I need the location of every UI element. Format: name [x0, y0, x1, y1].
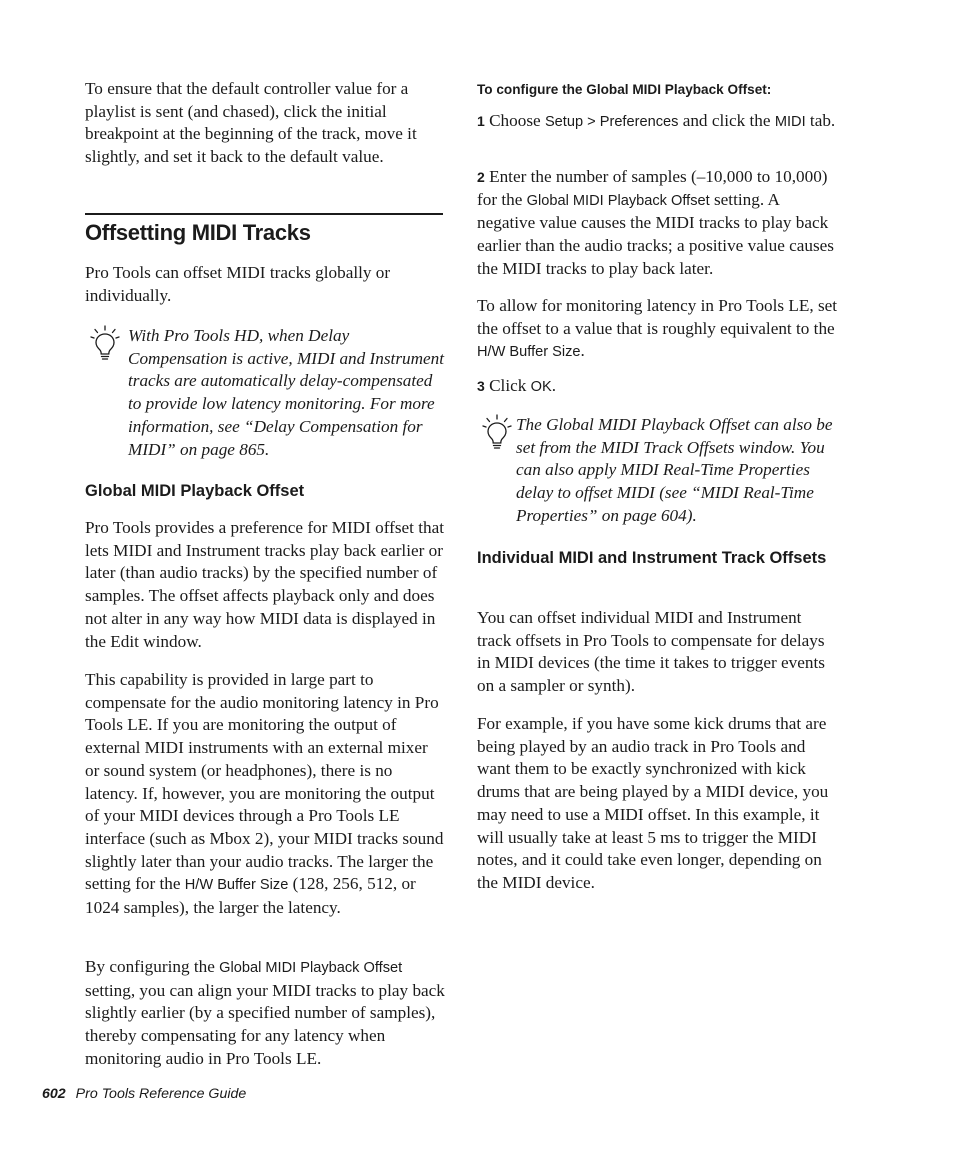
page-footer	[42, 1086, 246, 1102]
step-number: 2	[477, 169, 485, 185]
section-title: Offsetting MIDI Tracks	[85, 220, 311, 245]
lightbulb-icon	[90, 325, 120, 361]
procedure-heading: To configure the Global MIDI Playback Offset:	[477, 82, 772, 97]
ui-term: MIDI	[774, 114, 806, 130]
step-2: 2 Enter the number of samples (–10,000 to 10,000) for the Global MIDI Playback Offset setting. A negative value causes the MIDI tracks to play back earlier than the audio tracks; a positive value causes the MIDI tracks to play back later.	[477, 167, 834, 278]
step-number: 3	[477, 378, 485, 394]
tip-text: The Global MIDI Playback Offset can also be set from the MIDI Track Offsets window. You can also apply MIDI Real-Time Properties delay to offset MIDI (see “MIDI Real-Time Properties” on page 604).	[516, 415, 833, 525]
guide-title: Pro Tools Reference Guide	[75, 1086, 247, 1102]
step-3: 3 Click OK.	[477, 376, 557, 395]
ui-term: Global MIDI Playback Offset	[219, 960, 403, 976]
ui-term: H/W Buffer Size	[184, 877, 289, 894]
example-paragraph: For example, if you have some kick drums that are being played by an audio track in Pro Tools and want them to be exactly synchronized with kick drums that are being played by a MIDI device, you may need to use a MIDI offset. In this example, it will usually take at least 5 ms to trigger the MIDI notes, and it could take even longer, depending on the MIDI device.	[477, 714, 829, 892]
step-number: 1	[477, 113, 485, 129]
subhead-global-offset: Global MIDI Playback Offset	[85, 482, 305, 500]
individual-offsets-paragraph: You can offset individual MIDI and Instrument track offsets in Pro Tools to compensate for delays in MIDI devices (the time it takes to trigger events on a sampler or synth).	[477, 608, 825, 696]
global-offset-paragraph: Pro Tools provides a preference for MIDI offset that lets MIDI and Instrument tracks play back earlier or later (than audio tracks) by the specified number of samples. The offset affects playback only and does not alter in any way how MIDI data is displayed in the Edit window.	[85, 518, 444, 651]
ui-term: Global MIDI Playback Offset	[526, 192, 710, 209]
section-rule	[85, 213, 443, 215]
page-number: 602	[42, 1086, 66, 1102]
intro-paragraph: To ensure that the default controller value for a playlist is sent (and chased), click the initial breakpoint at the beginning of the track, move it slightly, and set it back to the default value.	[85, 79, 417, 167]
le-latency-paragraph: To allow for monitoring latency in Pro Tools LE, set the offset to a value that is roughly equivalent to the H/W Buffer Size.	[477, 296, 838, 361]
latency-paragraph: This capability is provided in large part to compensate for the audio monitoring latency in Pro Tools LE. If you are monitoring the output of external MIDI instruments with an external mixer or sound system (or headphones), there is no latency. If, however, you are monitoring the output of your MIDI devices through a Pro Tools LE interface (such as Mbox 2), your MIDI tracks sound slightly later than your audio tracks. The larger the setting for the H/W Buffer Size (128, 256, 512, or 1024 samples), the larger the latency.	[85, 670, 444, 918]
lightbulb-icon	[482, 414, 512, 450]
step-1: 1 Choose Setup > Preferences and click the MIDI tab.	[477, 111, 836, 130]
ui-term: H/W Buffer Size	[477, 344, 581, 361]
configuring-paragraph: By configuring the Global MIDI Playback Offset setting, you can align your MIDI tracks to play back slightly earlier (by a specified number of samples), thereby compensating for any latency when monitoring audio in Pro Tools LE.	[85, 957, 445, 1068]
section-intro: Pro Tools can offset MIDI tracks globally or individually.	[85, 263, 391, 305]
subhead-individual-offsets: Individual MIDI and Instrument Track Offsets	[477, 549, 827, 567]
ui-term: Setup > Preferences	[544, 114, 679, 130]
tip-text: With Pro Tools HD, when Delay Compensation is active, MIDI and Instrument tracks are automatically delay-compensated to provide low latency monitoring. For more information, see “Delay Compensation for MIDI” on page 865.	[128, 326, 445, 459]
ui-term: OK	[530, 379, 552, 395]
